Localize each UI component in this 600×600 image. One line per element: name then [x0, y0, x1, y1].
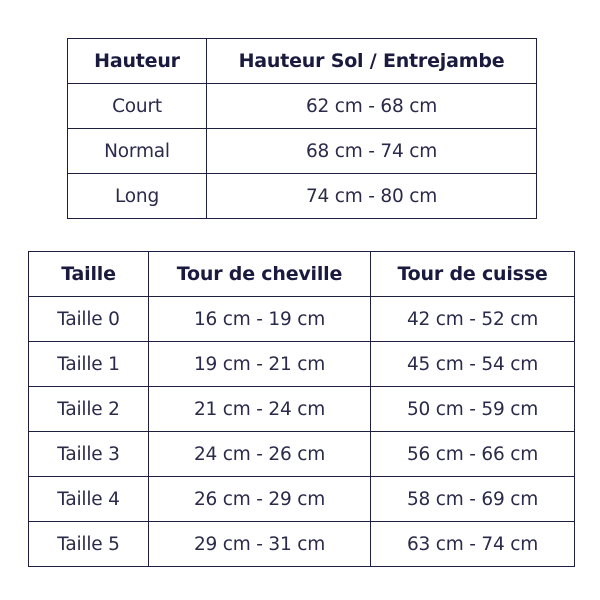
size-label-cell: Taille 5: [29, 522, 149, 567]
ankle-range-cell: 26 cm - 29 cm: [149, 477, 371, 522]
thigh-range-cell: 56 cm - 66 cm: [371, 432, 575, 477]
table-header-row: [29, 252, 575, 297]
column-header-tour-de-cheville: Tour de cheville: [149, 252, 371, 297]
height-range-cell: 74 cm - 80 cm: [207, 174, 537, 219]
table-row: [68, 84, 537, 129]
thigh-range-cell: 42 cm - 52 cm: [371, 297, 575, 342]
height-table: [67, 38, 537, 219]
size-label-cell: Taille 1: [29, 342, 149, 387]
size-label-cell: Taille 3: [29, 432, 149, 477]
table-row: [29, 522, 575, 567]
height-label-cell: Court: [68, 84, 207, 129]
size-label-cell: Taille 0: [29, 297, 149, 342]
table-row: [68, 174, 537, 219]
column-header-hauteur-sol-entrejambe: Hauteur Sol / Entrejambe: [207, 39, 537, 84]
height-label-cell: Long: [68, 174, 207, 219]
ankle-range-cell: 29 cm - 31 cm: [149, 522, 371, 567]
thigh-range-cell: 63 cm - 74 cm: [371, 522, 575, 567]
ankle-range-cell: 21 cm - 24 cm: [149, 387, 371, 432]
thigh-range-cell: 50 cm - 59 cm: [371, 387, 575, 432]
table-row: [29, 432, 575, 477]
table-row: [68, 129, 537, 174]
size-table: [28, 251, 575, 567]
table-row: [29, 477, 575, 522]
height-range-cell: 68 cm - 74 cm: [207, 129, 537, 174]
column-header-taille: Taille: [29, 252, 149, 297]
ankle-range-cell: 19 cm - 21 cm: [149, 342, 371, 387]
ankle-range-cell: 24 cm - 26 cm: [149, 432, 371, 477]
column-header-hauteur: Hauteur: [68, 39, 207, 84]
table-row: [29, 297, 575, 342]
size-label-cell: Taille 4: [29, 477, 149, 522]
thigh-range-cell: 45 cm - 54 cm: [371, 342, 575, 387]
table-row: [29, 342, 575, 387]
column-header-tour-de-cuisse: Tour de cuisse: [371, 252, 575, 297]
table-row: [29, 387, 575, 432]
ankle-range-cell: 16 cm - 19 cm: [149, 297, 371, 342]
height-range-cell: 62 cm - 68 cm: [207, 84, 537, 129]
size-label-cell: Taille 2: [29, 387, 149, 432]
table-header-row: [68, 39, 537, 84]
thigh-range-cell: 58 cm - 69 cm: [371, 477, 575, 522]
height-label-cell: Normal: [68, 129, 207, 174]
